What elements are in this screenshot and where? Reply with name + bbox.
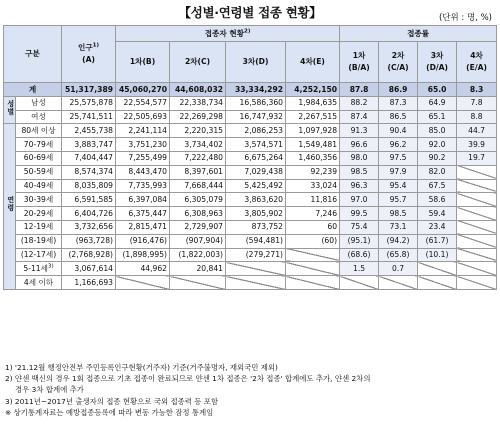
cell-dose2: 7,222,480 <box>170 151 226 165</box>
group-sex-label: 성별 <box>4 96 16 124</box>
cell-rate3: 92.0 <box>418 138 457 152</box>
cell-population: 1,166,693 <box>62 276 116 290</box>
footnote-2: 2) 얀센 백신의 경우 1회 접종으로 기초 접종이 완료되므로 얀센 1차 접종은 '2차 접종' 합계에도 추가, 얀센 2차의 <box>5 374 371 384</box>
cell-rate4: 19.7 <box>457 151 497 165</box>
header-dose4: 4차(E) <box>286 42 340 83</box>
cell-dose2: 7,668,444 <box>170 179 226 193</box>
cell-rate4 <box>457 220 497 234</box>
cell-rate3: 23.4 <box>418 220 457 234</box>
table-row <box>4 207 497 221</box>
cell-dose4: 11,816 <box>286 193 340 207</box>
footnote-2-continued: 경우 3차 합계에 추가 <box>15 385 84 395</box>
cell-rate2: 97.9 <box>379 165 418 179</box>
cell-dose1: 8,443,470 <box>116 165 170 179</box>
cell-dose3: 3,574,571 <box>226 138 286 152</box>
header-population: 인구$^{1)}$ (A) <box>62 26 116 83</box>
vaccination-table <box>3 25 497 290</box>
cell-rate4 <box>457 248 497 262</box>
table-row <box>4 138 497 152</box>
cell-dose2: 2,220,315 <box>170 124 226 138</box>
cell-rate4 <box>457 207 497 221</box>
cell-dose4: (60) <box>286 234 340 248</box>
row-label: 60-69세 <box>16 151 62 165</box>
cell-dose4: 7,246 <box>286 207 340 221</box>
cell-rate1: 87.8 <box>340 83 379 97</box>
cell-dose2: 3,734,402 <box>170 138 226 152</box>
table-row <box>4 151 497 165</box>
cell-rate2: 86.9 <box>379 83 418 97</box>
cell-rate2: 90.4 <box>379 124 418 138</box>
cell-rate1: 98.0 <box>340 151 379 165</box>
cell-dose3: (279,271) <box>226 248 286 262</box>
cell-dose1: 22,505,693 <box>116 110 170 124</box>
cell-dose2: 2,729,907 <box>170 220 226 234</box>
cell-rate2: 73.1 <box>379 220 418 234</box>
cell-rate1: 99.5 <box>340 207 379 221</box>
row-label: 여성 <box>16 110 62 124</box>
page-title: 【성별·연령별 접종 현황】 <box>178 5 322 20</box>
cell-dose3: 7,029,438 <box>226 165 286 179</box>
footnote-remark: ※ 상기통계자료는 예방접종등록에 따라 변동 가능한 잠정 통계임 <box>5 407 214 417</box>
cell-rate3: 59.4 <box>418 207 457 221</box>
row-label: 50-59세 <box>16 165 62 179</box>
cell-rate3: (61.7) <box>418 234 457 248</box>
cell-rate4: 8.8 <box>457 110 497 124</box>
cell-dose2: 8,397,601 <box>170 165 226 179</box>
cell-rate3: 67.5 <box>418 179 457 193</box>
cell-rate4 <box>457 262 497 276</box>
table-row <box>4 276 497 290</box>
cell-rate3: 58.6 <box>418 193 457 207</box>
cell-rate2: 0.7 <box>379 262 418 276</box>
cell-dose1: 6,397,084 <box>116 193 170 207</box>
cell-rate2: 95.4 <box>379 179 418 193</box>
table-row <box>4 193 497 207</box>
cell-rate2: 95.7 <box>379 193 418 207</box>
cell-dose1: 22,554,577 <box>116 96 170 110</box>
cell-dose4: 2,267,515 <box>286 110 340 124</box>
cell-rate2 <box>379 276 418 290</box>
cell-rate1: (68.6) <box>340 248 379 262</box>
cell-rate1: (95.1) <box>340 234 379 248</box>
cell-rate1: 75.4 <box>340 220 379 234</box>
cell-dose2: 44,608,032 <box>170 83 226 97</box>
cell-rate2: (65.8) <box>379 248 418 262</box>
cell-rate2: 96.2 <box>379 138 418 152</box>
header-rate4: 4차 (E/A) <box>457 42 497 83</box>
cell-dose3: 2,086,253 <box>226 124 286 138</box>
cell-rate1: 96.6 <box>340 138 379 152</box>
cell-dose4 <box>286 248 340 262</box>
header-row-1 <box>4 26 497 42</box>
cell-dose4: 92,239 <box>286 165 340 179</box>
row-label: (18-19세) <box>16 234 62 248</box>
cell-rate1: 98.5 <box>340 165 379 179</box>
cell-dose3: (594,481) <box>226 234 286 248</box>
row-label: 계 <box>4 83 62 97</box>
cell-dose3 <box>226 276 286 290</box>
table-row <box>4 248 497 262</box>
row-label: 12-19세 <box>16 220 62 234</box>
cell-dose4: 1,097,928 <box>286 124 340 138</box>
cell-rate4: 44.7 <box>457 124 497 138</box>
cell-population: 3,067,614 <box>62 262 116 276</box>
cell-rate3 <box>418 262 457 276</box>
cell-dose3: 33,334,292 <box>226 83 286 97</box>
cell-rate2: 86.5 <box>379 110 418 124</box>
cell-population: (963,728) <box>62 234 116 248</box>
cell-dose4 <box>286 262 340 276</box>
cell-rate1: 1.5 <box>340 262 379 276</box>
cell-dose3 <box>226 262 286 276</box>
header-rate: 접종률 <box>340 26 497 42</box>
header-category: 구분 <box>4 26 62 83</box>
header-rate1: 1차 (B/A) <box>340 42 379 83</box>
cell-rate2: 98.5 <box>379 207 418 221</box>
row-label: 30-39세 <box>16 193 62 207</box>
cell-dose1: 6,375,447 <box>116 207 170 221</box>
cell-rate3: 65.0 <box>418 83 457 97</box>
cell-dose1: 7,255,499 <box>116 151 170 165</box>
cell-rate3: (10.1) <box>418 248 457 262</box>
cell-population: 51,317,389 <box>62 83 116 97</box>
cell-rate4 <box>457 165 497 179</box>
cell-population: 25,741,511 <box>62 110 116 124</box>
cell-dose1: 2,241,114 <box>116 124 170 138</box>
row-label: 남성 <box>16 96 62 110</box>
table-row <box>4 165 497 179</box>
table-row <box>4 220 497 234</box>
cell-dose1: 2,815,471 <box>116 220 170 234</box>
group-age-label: 연령 <box>4 124 16 290</box>
footnote-3: 3) 2011년~2017년 출생자의 접종 현황으로 국외 접종력 등 포함 <box>5 396 218 406</box>
row-label: 5-11세$^{3)}$ <box>16 262 62 276</box>
cell-population: 8,574,374 <box>62 165 116 179</box>
cell-population: (2,768,928) <box>62 248 116 262</box>
header-rate3: 3차 (D/A) <box>418 42 457 83</box>
cell-rate1: 88.2 <box>340 96 379 110</box>
cell-rate2: 97.5 <box>379 151 418 165</box>
cell-dose2: 6,305,079 <box>170 193 226 207</box>
cell-rate2: (94.2) <box>379 234 418 248</box>
cell-dose1: 3,751,230 <box>116 138 170 152</box>
cell-dose3: 16,586,360 <box>226 96 286 110</box>
cell-population: 6,404,726 <box>62 207 116 221</box>
cell-dose2: 20,841 <box>170 262 226 276</box>
cell-dose2 <box>170 276 226 290</box>
cell-dose3: 873,752 <box>226 220 286 234</box>
cell-dose3: 3,863,620 <box>226 193 286 207</box>
table-row <box>4 179 497 193</box>
table-row <box>4 262 497 276</box>
row-label: (12-17세) <box>16 248 62 262</box>
cell-population: 6,591,585 <box>62 193 116 207</box>
cell-dose1: (1,898,995) <box>116 248 170 262</box>
header-dose3: 3차(D) <box>226 42 286 83</box>
cell-population: 3,883,747 <box>62 138 116 152</box>
cell-population: 25,575,878 <box>62 96 116 110</box>
cell-rate3 <box>418 276 457 290</box>
header-dose1: 1차(B) <box>116 42 170 83</box>
cell-rate4 <box>457 276 497 290</box>
cell-dose2: 22,338,734 <box>170 96 226 110</box>
cell-dose1: 45,060,270 <box>116 83 170 97</box>
cell-rate4: 8.3 <box>457 83 497 97</box>
cell-rate1 <box>340 276 379 290</box>
cell-population: 3,732,656 <box>62 220 116 234</box>
cell-dose3: 3,805,902 <box>226 207 286 221</box>
cell-rate3: 64.9 <box>418 96 457 110</box>
cell-rate1: 96.3 <box>340 179 379 193</box>
cell-population: 8,035,809 <box>62 179 116 193</box>
cell-dose4: 1,460,356 <box>286 151 340 165</box>
cell-dose2: 6,308,963 <box>170 207 226 221</box>
cell-dose2: (1,822,003) <box>170 248 226 262</box>
cell-rate4 <box>457 193 497 207</box>
table-row <box>4 124 497 138</box>
footnotes <box>5 362 495 418</box>
cell-dose1: 7,735,993 <box>116 179 170 193</box>
cell-dose2: (907,904) <box>170 234 226 248</box>
cell-rate1: 97.0 <box>340 193 379 207</box>
footnote-1: 1) '21.12월 행정안전부 주민등록인구현황(거주자) 기준(거주불명자, 재외국민 제외) <box>5 363 278 372</box>
row-label: 70-79세 <box>16 138 62 152</box>
cell-rate3: 85.0 <box>418 124 457 138</box>
cell-population: 2,455,738 <box>62 124 116 138</box>
cell-population: 7,404,447 <box>62 151 116 165</box>
row-label: 20-29세 <box>16 207 62 221</box>
cell-rate4 <box>457 179 497 193</box>
cell-dose3: 16,747,932 <box>226 110 286 124</box>
table-row <box>4 110 497 124</box>
cell-rate4 <box>457 234 497 248</box>
cell-dose4: 33,024 <box>286 179 340 193</box>
cell-rate3: 82.0 <box>418 165 457 179</box>
cell-dose4: 1,984,635 <box>286 96 340 110</box>
header-dose2: 2차(C) <box>170 42 226 83</box>
cell-dose4 <box>286 276 340 290</box>
cell-dose4: 1,549,481 <box>286 138 340 152</box>
cell-rate1: 91.3 <box>340 124 379 138</box>
unit-label: (단위 : 명, %) <box>438 13 492 23</box>
cell-dose1: (916,476) <box>116 234 170 248</box>
table-row <box>4 234 497 248</box>
total-row <box>4 83 497 97</box>
cell-rate3: 65.1 <box>418 110 457 124</box>
cell-rate1: 87.4 <box>340 110 379 124</box>
header-rate2: 2차 (C/A) <box>379 42 418 83</box>
cell-dose3: 5,425,492 <box>226 179 286 193</box>
cell-dose1: 44,962 <box>116 262 170 276</box>
cell-rate4: 39.9 <box>457 138 497 152</box>
cell-rate3: 90.2 <box>418 151 457 165</box>
cell-dose4: 4,252,150 <box>286 83 340 97</box>
row-label: 4세 이하 <box>16 276 62 290</box>
cell-rate2: 87.3 <box>379 96 418 110</box>
cell-dose3: 6,675,264 <box>226 151 286 165</box>
row-label: 40-49세 <box>16 179 62 193</box>
cell-dose4: 60 <box>286 220 340 234</box>
row-label: 80세 이상 <box>16 124 62 138</box>
cell-dose2: 22,269,298 <box>170 110 226 124</box>
header-vaccinated: 접종자 현황$^{2)}$ <box>116 26 340 42</box>
cell-rate4: 7.8 <box>457 96 497 110</box>
cell-dose1 <box>116 276 170 290</box>
table-row <box>4 96 497 110</box>
